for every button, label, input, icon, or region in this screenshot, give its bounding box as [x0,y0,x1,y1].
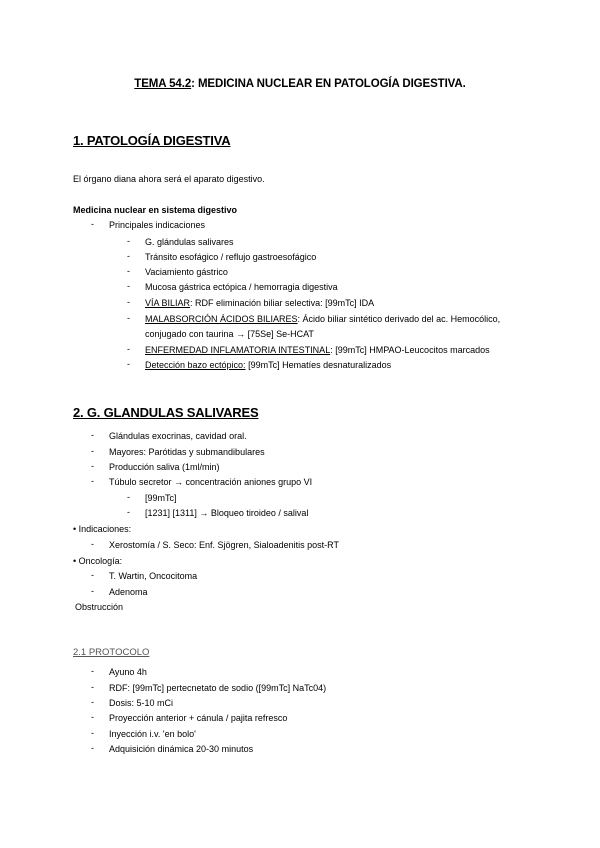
protocol-item: Adquisición dinámica 20-30 minutos [109,744,254,754]
section1-subheading: Medicina nuclear en sistema digestivo [73,205,238,215]
dash-marker: - [91,586,94,596]
indication-item: Vaciamiento gástrico [145,267,228,277]
page-title [0,78,600,90]
indication-label: MALABSORCIÓN ÁCIDOS BILIARES [145,314,298,324]
section2-item: Túbulo secretor → concentración aniones grupo VI [109,477,313,487]
dash-marker: - [127,507,130,517]
dash-marker: - [127,492,130,502]
oncologia-label: • Oncología: [73,556,123,566]
section2-item: Glándulas exocrinas, cavidad oral. [109,431,247,441]
protocol-item: Proyección anterior + cánula / pajita refresco [109,713,288,723]
section2-item: Producción saliva (1ml/min) [109,462,220,472]
indicaciones-item: Xerostomía / S. Seco: Enf. Sjögren, Sialoadenitis post-RT [109,540,339,550]
dash-marker: - [91,219,94,229]
oncologia-item: Adenoma [109,587,148,597]
indication-item: Tránsito esofágico / reflujo gastroesofágico [145,252,317,262]
obstruccion-text: Obstrucción [75,602,124,612]
section2-heading: 2. G. GLANDULAS SALIVARES [73,405,259,420]
dash-marker: - [91,697,94,707]
dash-marker: - [127,344,130,354]
dash-marker: - [127,266,130,276]
dash-marker: - [91,682,94,692]
dash-marker: - [91,712,94,722]
indication-continuation: conjugado con taurina → [75Se] Se-HCAT [145,329,314,339]
indication-label: ENFERMEDAD INFLAMATORIA INTESTINAL [145,345,331,355]
title-prefix: TEMA 54.2 [134,78,192,90]
protocol-item: RDF: [99mTc] pertecnetato de sodio ([99mTc] NaTc04) [109,683,327,693]
dash-marker: - [91,728,94,738]
title-rest: : MEDICINA NUCLEAR EN PATOLOGÍA DIGESTIVA. [191,78,466,90]
dash-marker: - [127,251,130,261]
dash-marker: - [91,461,94,471]
section2-subitem: [99mTc] [145,493,177,503]
section2-subitem: [1231] [1311] → Bloqueo tiroideo / salival [145,508,309,518]
section2-item: Mayores: Parótidas y submandibulares [109,447,265,457]
section1-intro: El órgano diana ahora será el aparato digestivo. [73,174,265,184]
indication-label: VÍA BILIAR [145,298,191,308]
indication-label: Detección bazo ectópico: [145,360,246,370]
dash-marker: - [127,297,130,307]
dash-marker: - [91,539,94,549]
dash-marker: - [91,570,94,580]
indication-text: : Ácido biliar sintético derivado del ac. Hemocólico, [297,314,501,324]
indication-item [145,313,500,325]
indication-text: : [99mTc] HMPAO-Leucocitos marcados [330,345,490,355]
indication-item [145,297,374,309]
section21-heading: 2.1 PROTOCOLO [73,647,150,658]
oncologia-item: T. Wartin, Oncocitoma [109,571,198,581]
indication-item [145,359,391,371]
protocol-item: Ayuno 4h [109,667,147,677]
indication-text: : RDF eliminación biliar selectiva: [99mTc] IDA [190,298,375,308]
section1-item: Principales indicaciones [109,220,206,230]
indication-text: [99mTc] Hematíes desnaturalizados [245,360,392,370]
indication-item [145,344,490,356]
dash-marker: - [91,743,94,753]
dash-marker: - [91,666,94,676]
dash-marker: - [91,430,94,440]
indicaciones-label: • Indicaciones: [73,524,132,534]
protocol-item: Dosis: 5-10 mCi [109,698,174,708]
dash-marker: - [127,359,130,369]
indication-item: G. glándulas salivares [145,237,234,247]
dash-marker: - [91,446,94,456]
protocol-item: Inyección i.v. 'en bolo' [109,729,196,739]
indication-item: Mucosa gástrica ectópica / hemorragia digestiva [145,282,338,292]
dash-marker: - [91,476,94,486]
dash-marker: - [127,313,130,323]
dash-marker: - [127,236,130,246]
dash-marker: - [127,281,130,291]
section1-heading: 1. PATOLOGÍA DIGESTIVA [73,133,231,148]
